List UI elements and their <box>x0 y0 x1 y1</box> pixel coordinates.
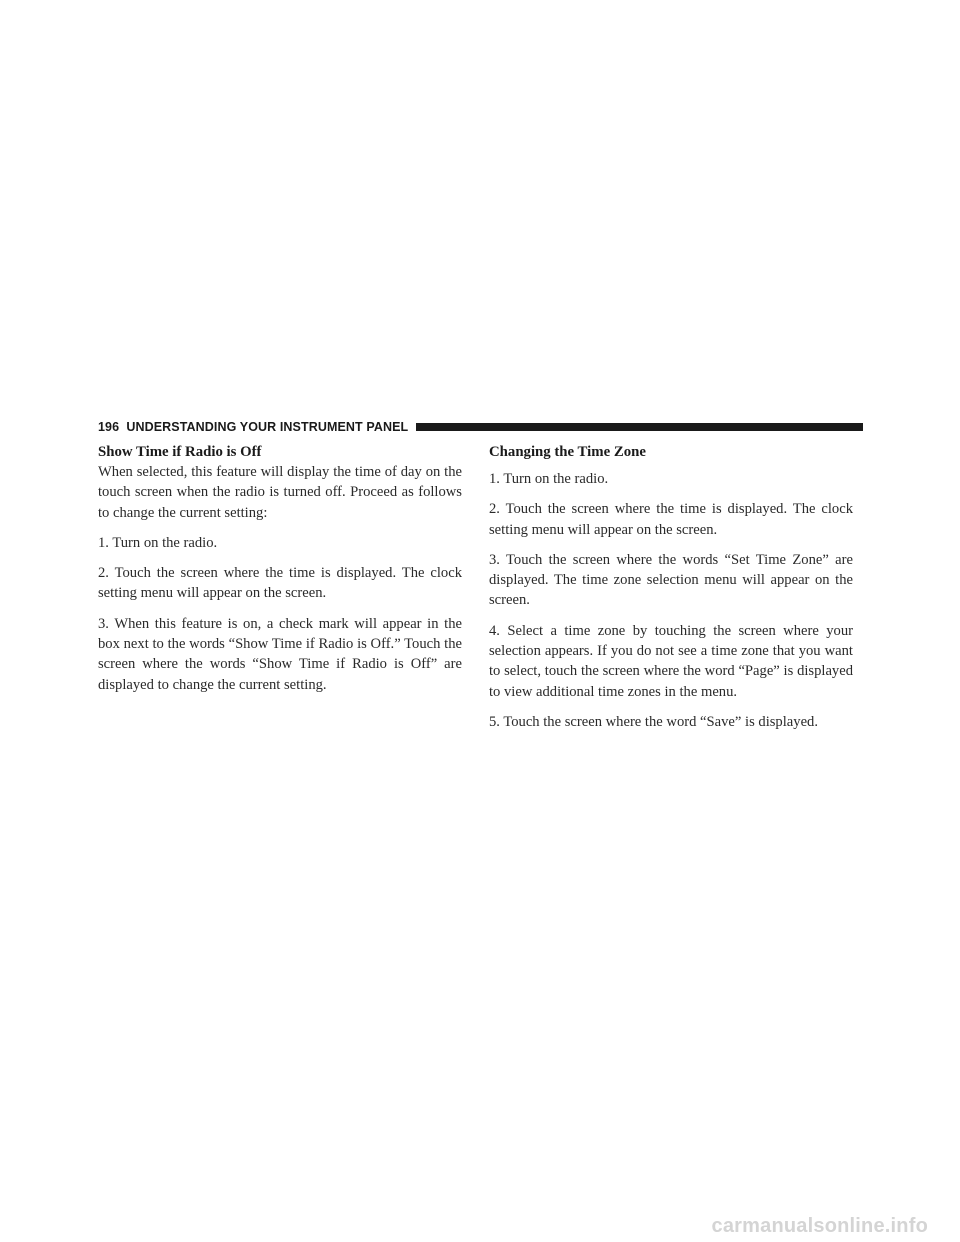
section-title: UNDERSTANDING YOUR INSTRUMENT PANEL <box>126 420 409 434</box>
section-heading-time-zone: Changing the Time Zone <box>489 444 646 460</box>
step-item: 2. Touch the screen where the time is displayed. The clock setting menu will appear on the screen. <box>98 565 462 602</box>
step-item: 1. Turn on the radio. <box>98 534 218 551</box>
step-item: 5. Touch the screen where the word “Save” is displayed. <box>489 713 818 730</box>
header-text <box>98 420 416 434</box>
page-header <box>98 418 863 436</box>
paragraph: When selected, this feature will display the time of day on the touch screen when the radio is turned off. Proceed as follows to change the current setting: <box>98 464 462 521</box>
section-heading-show-time: Show Time if Radio is Off <box>98 444 262 460</box>
step-item: 1. Turn on the radio. <box>489 471 609 487</box>
page-number: 196 <box>98 420 120 434</box>
step-item: 3. Touch the screen where the words “Set Time Zone” are displayed. The time zone selection menu will appear on the screen. <box>489 551 853 609</box>
step-item: 2. Touch the screen where the time is displayed. The clock setting menu will appear on the screen. <box>489 501 853 538</box>
step-item: 3. When this feature is on, a check mark will appear in the box next to the words “Show Time if Radio is Off.” Touch the screen where the words “Show Time if Radio is Off” are displayed to change the current setting. <box>98 615 462 693</box>
step-item: 4. Select a time zone by touching the screen where your selection appears. If you do not see a time zone that you want to select, touch the screen where the word “Page” is displayed to view additional time zones in the menu. <box>489 622 853 700</box>
header-rule <box>416 423 863 431</box>
right-column <box>489 443 853 742</box>
watermark: carmanualsonline.info <box>711 1215 928 1237</box>
left-column <box>98 443 462 705</box>
